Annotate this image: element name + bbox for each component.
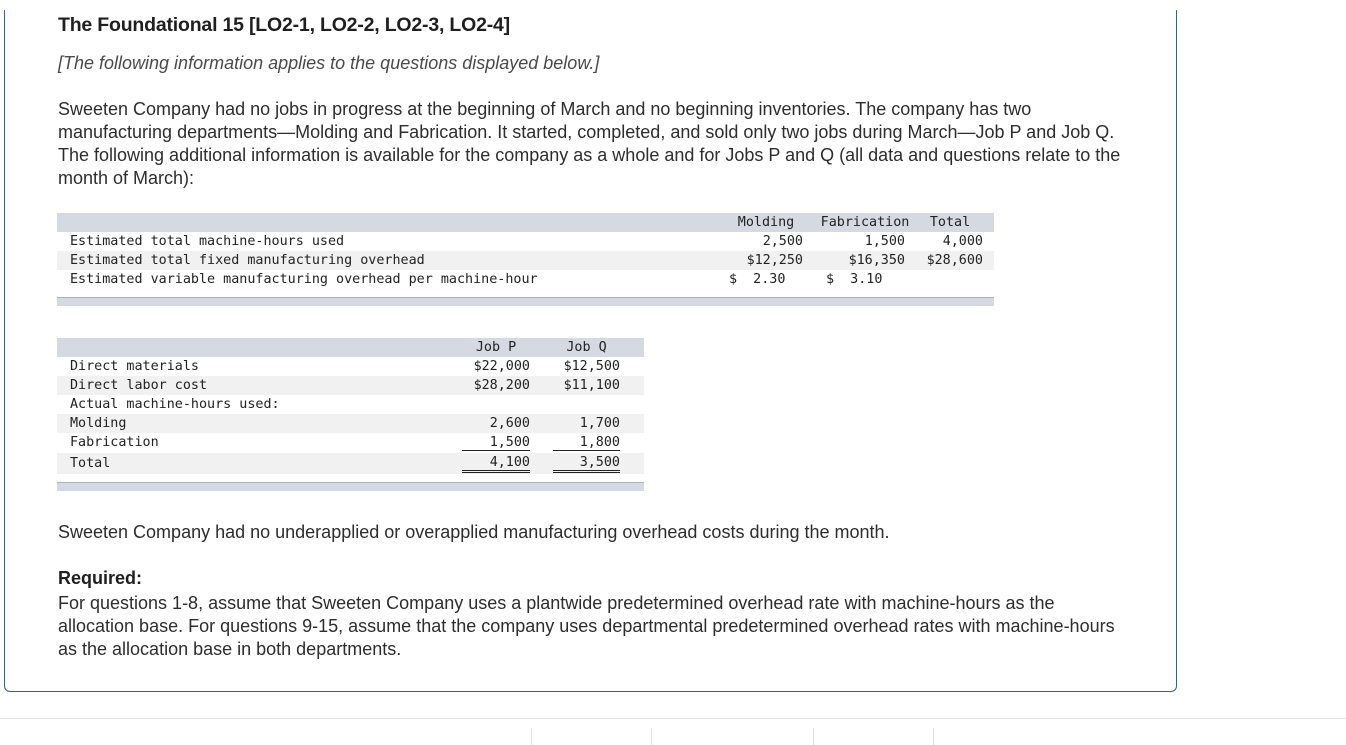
cell-job-p: $22,000 [473, 359, 530, 374]
cell-job-p: 4,100 [462, 453, 530, 473]
divider [651, 728, 652, 745]
table-row [57, 414, 644, 433]
header-fabrication: Fabrication [820, 215, 910, 230]
row-label: Estimated total machine-hours used [70, 234, 345, 249]
department-table [57, 213, 994, 308]
cell-job-q: $12,500 [563, 359, 620, 374]
table-row [57, 453, 644, 474]
table-row [57, 270, 994, 289]
divider [813, 728, 814, 745]
row-label: Fabrication [70, 435, 159, 450]
table-row [57, 433, 644, 452]
intro-paragraph: Sweeten Company had no jobs in progress at the beginning of March and no beginning inventories. The company has two manufacturing departments—Molding and Fabrication. It started, completed, and sold only two jobs during March—Job P and Job Q. The following additional information is available for the company as a whole and for Jobs P and Q (all data and questions relate to the month of March): [58, 99, 1121, 188]
cell-job-q: $11,100 [563, 378, 620, 393]
table-row [57, 357, 644, 376]
page-title: The Foundational 15 [LO2-1, LO2-2, LO2-3, LO2-4] [58, 14, 510, 36]
header-total: Total [929, 215, 971, 230]
table-header-row [57, 213, 994, 232]
cell-job-p: 2,600 [489, 416, 530, 431]
info-note: [The following information applies to the questions displayed below.] [58, 53, 600, 73]
table-footer-bar [57, 297, 994, 306]
cell-molding: $ 2.30 [729, 272, 786, 287]
row-label: Estimated variable manufacturing overhead per machine-hour [70, 272, 538, 287]
header-job-q: Job Q [566, 340, 607, 355]
cell-job-p: 1,500 [462, 433, 530, 451]
row-label: Direct materials [70, 359, 199, 374]
row-label: Molding [70, 416, 127, 431]
row-label: Direct labor cost [70, 378, 208, 393]
table-row [57, 232, 994, 251]
divider [933, 728, 934, 745]
overhead-note: Sweeten Company had no underapplied or overapplied manufacturing overhead costs during the month. [58, 522, 890, 542]
header-job-p: Job P [475, 340, 517, 355]
cell-job-q: 1,700 [579, 416, 620, 431]
divider [0, 718, 1346, 719]
table-header-row [57, 338, 644, 357]
cell-total: $28,600 [926, 253, 983, 268]
header-molding: Molding [737, 215, 795, 230]
table-row [57, 376, 644, 395]
cell-molding: 2,500 [762, 234, 803, 249]
row-label: Estimated total fixed manufacturing overhead [70, 253, 425, 268]
table-row [57, 395, 644, 414]
cell-fabrication: 1,500 [864, 234, 905, 249]
job-table [57, 338, 644, 493]
cell-job-q: 3,500 [553, 453, 620, 473]
cell-fabrication: $16,350 [848, 253, 905, 268]
cell-fabrication: $ 3.10 [826, 272, 883, 287]
required-text: For questions 1-8, assume that Sweeten Company uses a plantwide predetermined overhead rate with machine-hours as the allocation base. For questions 9-15, assume that the company uses departmental predetermined overhead rates with machine-hours as the allocation base in both departments. [58, 593, 1115, 659]
cell-total: 4,000 [942, 234, 983, 249]
row-label: Actual machine-hours used: [70, 397, 280, 412]
cell-job-p: $28,200 [473, 378, 530, 393]
required-label: Required: [58, 568, 143, 588]
divider [531, 728, 532, 745]
cell-job-q: 1,800 [553, 433, 620, 451]
cell-molding: $12,250 [746, 253, 803, 268]
row-label: Total [70, 456, 111, 471]
table-footer-bar [57, 482, 644, 491]
table-row [57, 251, 994, 270]
